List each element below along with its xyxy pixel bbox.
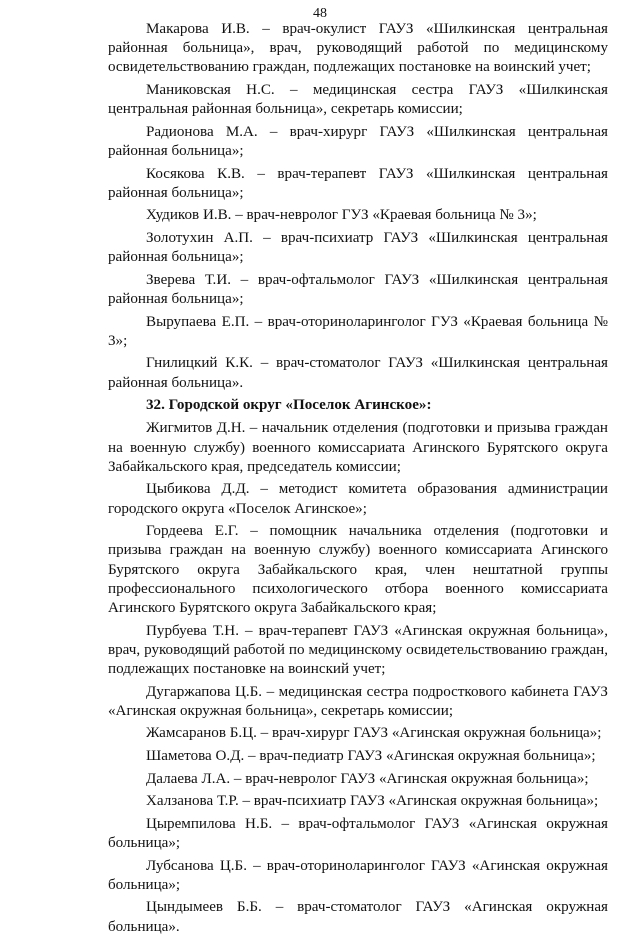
list-item: Лубсанова Ц.Б. – врач-оториноларинголог ГАУЗ «Агинская окружная больница»;	[108, 857, 608, 893]
list-item: Радионова М.А. – врач-хирург ГАУЗ «Шилкинская центральная районная больница»;	[108, 123, 608, 159]
list-item: Гнилицкий К.К. – врач-стоматолог ГАУЗ «Шилкинская центральная районная больница».	[108, 355, 608, 391]
list-item: Жамсаранов Б.Ц. – врач-хирург ГАУЗ «Агинская окружная больница»;	[146, 725, 602, 742]
document-body	[108, 20, 608, 940]
list-item: Вырупаева Е.П. – врач-оториноларинголог ГУЗ «Краевая больница № 3»;	[108, 313, 608, 349]
section-heading: 32. Городской округ «Поселок Агинское»:	[146, 397, 432, 414]
list-item: Макарова И.В. – врач-окулист ГАУЗ «Шилкинская центральная районная больница», врач, руководящий работой по медицинскому освидетельствованию граждан, подлежащих постановке на воинский учет;	[108, 21, 608, 76]
list-item: Косякова К.В. – врач-терапевт ГАУЗ «Шилкинская центральная районная больница»;	[108, 165, 608, 201]
list-item: Далаева Л.А. – врач-невролог ГАУЗ «Агинская окружная больница»;	[146, 770, 589, 787]
list-item: Дугаржапова Ц.Б. – медицинская сестра подросткового кабинета ГАУЗ «Агинская окружная больница», секретарь комиссии;	[108, 683, 608, 719]
list-item: Цындымеев Б.Б. – врач-стоматолог ГАУЗ «Агинская окружная больница».	[108, 899, 608, 935]
list-item: Маниковская Н.С. – медицинская сестра ГАУЗ «Шилкинская центральная районная больница», секретарь комиссии;	[108, 82, 608, 118]
list-item: Зверева Т.И. – врач-офтальмолог ГАУЗ «Шилкинская центральная районная больница»;	[108, 271, 608, 307]
list-item: Цыремпилова Н.Б. – врач-офтальмолог ГАУЗ «Агинская окружная больница»;	[108, 815, 608, 851]
list-item: Цыбикова Д.Д. – методист комитета образования администрации городского округа «Поселок Агинское»;	[108, 481, 608, 517]
list-item: Гордеева Е.Г. – помощник начальника отделения (подготовки и призыва граждан на военную службу) военного комиссариата Агинского Бурятского округа Забайкальского края, член нештатной группы профессионального психологического отбора военного комиссариата Агинского Бурятского округа Забайкальского края;	[108, 523, 608, 616]
list-item: Золотухин А.П. – врач-психиатр ГАУЗ «Шилкинская центральная районная больница»;	[108, 229, 608, 266]
list-item: Шаметова О.Д. – врач-педиатр ГАУЗ «Агинская окружная больница»;	[146, 747, 596, 764]
list-item: Пурбуева Т.Н. – врач-терапевт ГАУЗ «Агинская окружная больница», врач, руководящий работой по медицинскому освидетельствованию граждан, подлежащих постановке на воинский учет;	[108, 622, 608, 677]
page-number: 48	[313, 6, 327, 21]
list-item: Худиков И.В. – врач-невролог ГУЗ «Краевая больница № 3»;	[146, 207, 537, 224]
list-item: Халзанова Т.Р. – врач-психиатр ГАУЗ «Агинская окружная больница»;	[146, 793, 599, 810]
list-item: Жигмитов Д.Н. – начальник отделения (подготовки и призыва граждан на военную службу) военного комиссариата Агинского Бурятского округа Забайкальского края, председатель комиссии;	[108, 420, 608, 475]
